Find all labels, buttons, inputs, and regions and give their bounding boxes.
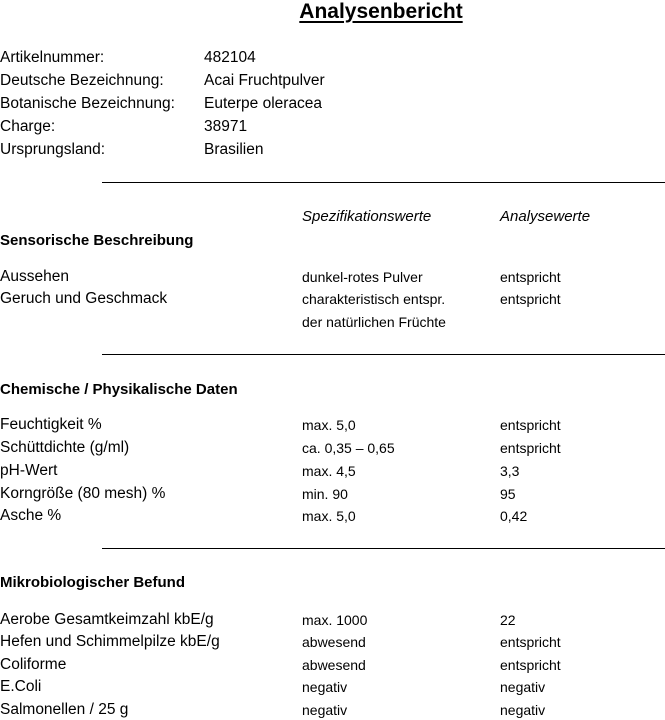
page-title: Analysenbericht	[299, 0, 463, 23]
row-result: 0,42	[500, 508, 528, 524]
row-name: Aerobe Gesamtkeimzahl kbE/g	[0, 611, 214, 628]
divider	[102, 354, 665, 355]
value-article-number: 482104	[204, 49, 256, 66]
value-batch: 38971	[204, 118, 248, 135]
row-name: Asche %	[0, 507, 62, 524]
section-title-chemical: Chemische / Physikalische Daten	[0, 381, 238, 398]
divider	[102, 548, 665, 549]
label-article-number: Artikelnummer:	[0, 49, 105, 66]
row-result: negativ	[500, 679, 546, 695]
row-result: negativ	[500, 702, 546, 718]
row-name: pH-Wert	[0, 462, 58, 479]
row-result: entspricht	[500, 440, 561, 456]
value-origin: Brasilien	[204, 141, 264, 158]
row-spec: max. 5,0	[302, 508, 356, 524]
row-result: entspricht	[500, 657, 561, 673]
row-name: Hefen und Schimmelpilze kbE/g	[0, 633, 220, 650]
column-header-spec: Spezifikationswerte	[302, 208, 432, 225]
row-name: Schüttdichte (g/ml)	[0, 439, 130, 456]
row-spec: max. 5,0	[302, 417, 356, 433]
row-name: Aussehen	[0, 268, 69, 285]
row-spec: charakteristisch entspr.	[302, 291, 446, 307]
row-spec: max. 4,5	[302, 463, 356, 479]
row-result: 95	[500, 486, 516, 502]
row-spec-continued: der natürlichen Früchte	[302, 314, 446, 330]
row-name: Feuchtigkeit %	[0, 416, 102, 433]
row-spec: min. 90	[302, 486, 348, 502]
value-german-name: Acai Fruchtpulver	[204, 72, 325, 89]
row-result: entspricht	[500, 417, 561, 433]
row-spec: dunkel-rotes Pulver	[302, 269, 423, 285]
label-botanical-name: Botanische Bezeichnung:	[0, 95, 175, 112]
row-result: 22	[500, 612, 516, 628]
label-origin: Ursprungsland:	[0, 141, 106, 158]
row-spec: negativ	[302, 679, 348, 695]
row-name: Coliforme	[0, 656, 67, 673]
row-name: Salmonellen / 25 g	[0, 701, 129, 718]
section-title-micro: Mikrobiologischer Befund	[0, 574, 186, 591]
row-name: Geruch und Geschmack	[0, 290, 168, 307]
row-spec: ca. 0,35 – 0,65	[302, 440, 395, 456]
row-spec: abwesend	[302, 657, 366, 673]
row-result: entspricht	[500, 291, 561, 307]
row-name: Korngröße (80 mesh) %	[0, 485, 166, 502]
row-result: entspricht	[500, 634, 561, 650]
row-result: entspricht	[500, 269, 561, 285]
column-header-result: Analysewerte	[500, 208, 591, 225]
row-spec: negativ	[302, 702, 348, 718]
label-german-name: Deutsche Bezeichnung:	[0, 72, 164, 89]
divider	[102, 182, 665, 183]
row-name: E.Coli	[0, 678, 42, 695]
row-spec: max. 1000	[302, 612, 368, 628]
row-spec: abwesend	[302, 634, 366, 650]
label-batch: Charge:	[0, 118, 56, 135]
value-botanical-name: Euterpe oleracea	[204, 95, 323, 112]
section-title-sensory: Sensorische Beschreibung	[0, 232, 194, 249]
row-result: 3,3	[500, 463, 520, 479]
